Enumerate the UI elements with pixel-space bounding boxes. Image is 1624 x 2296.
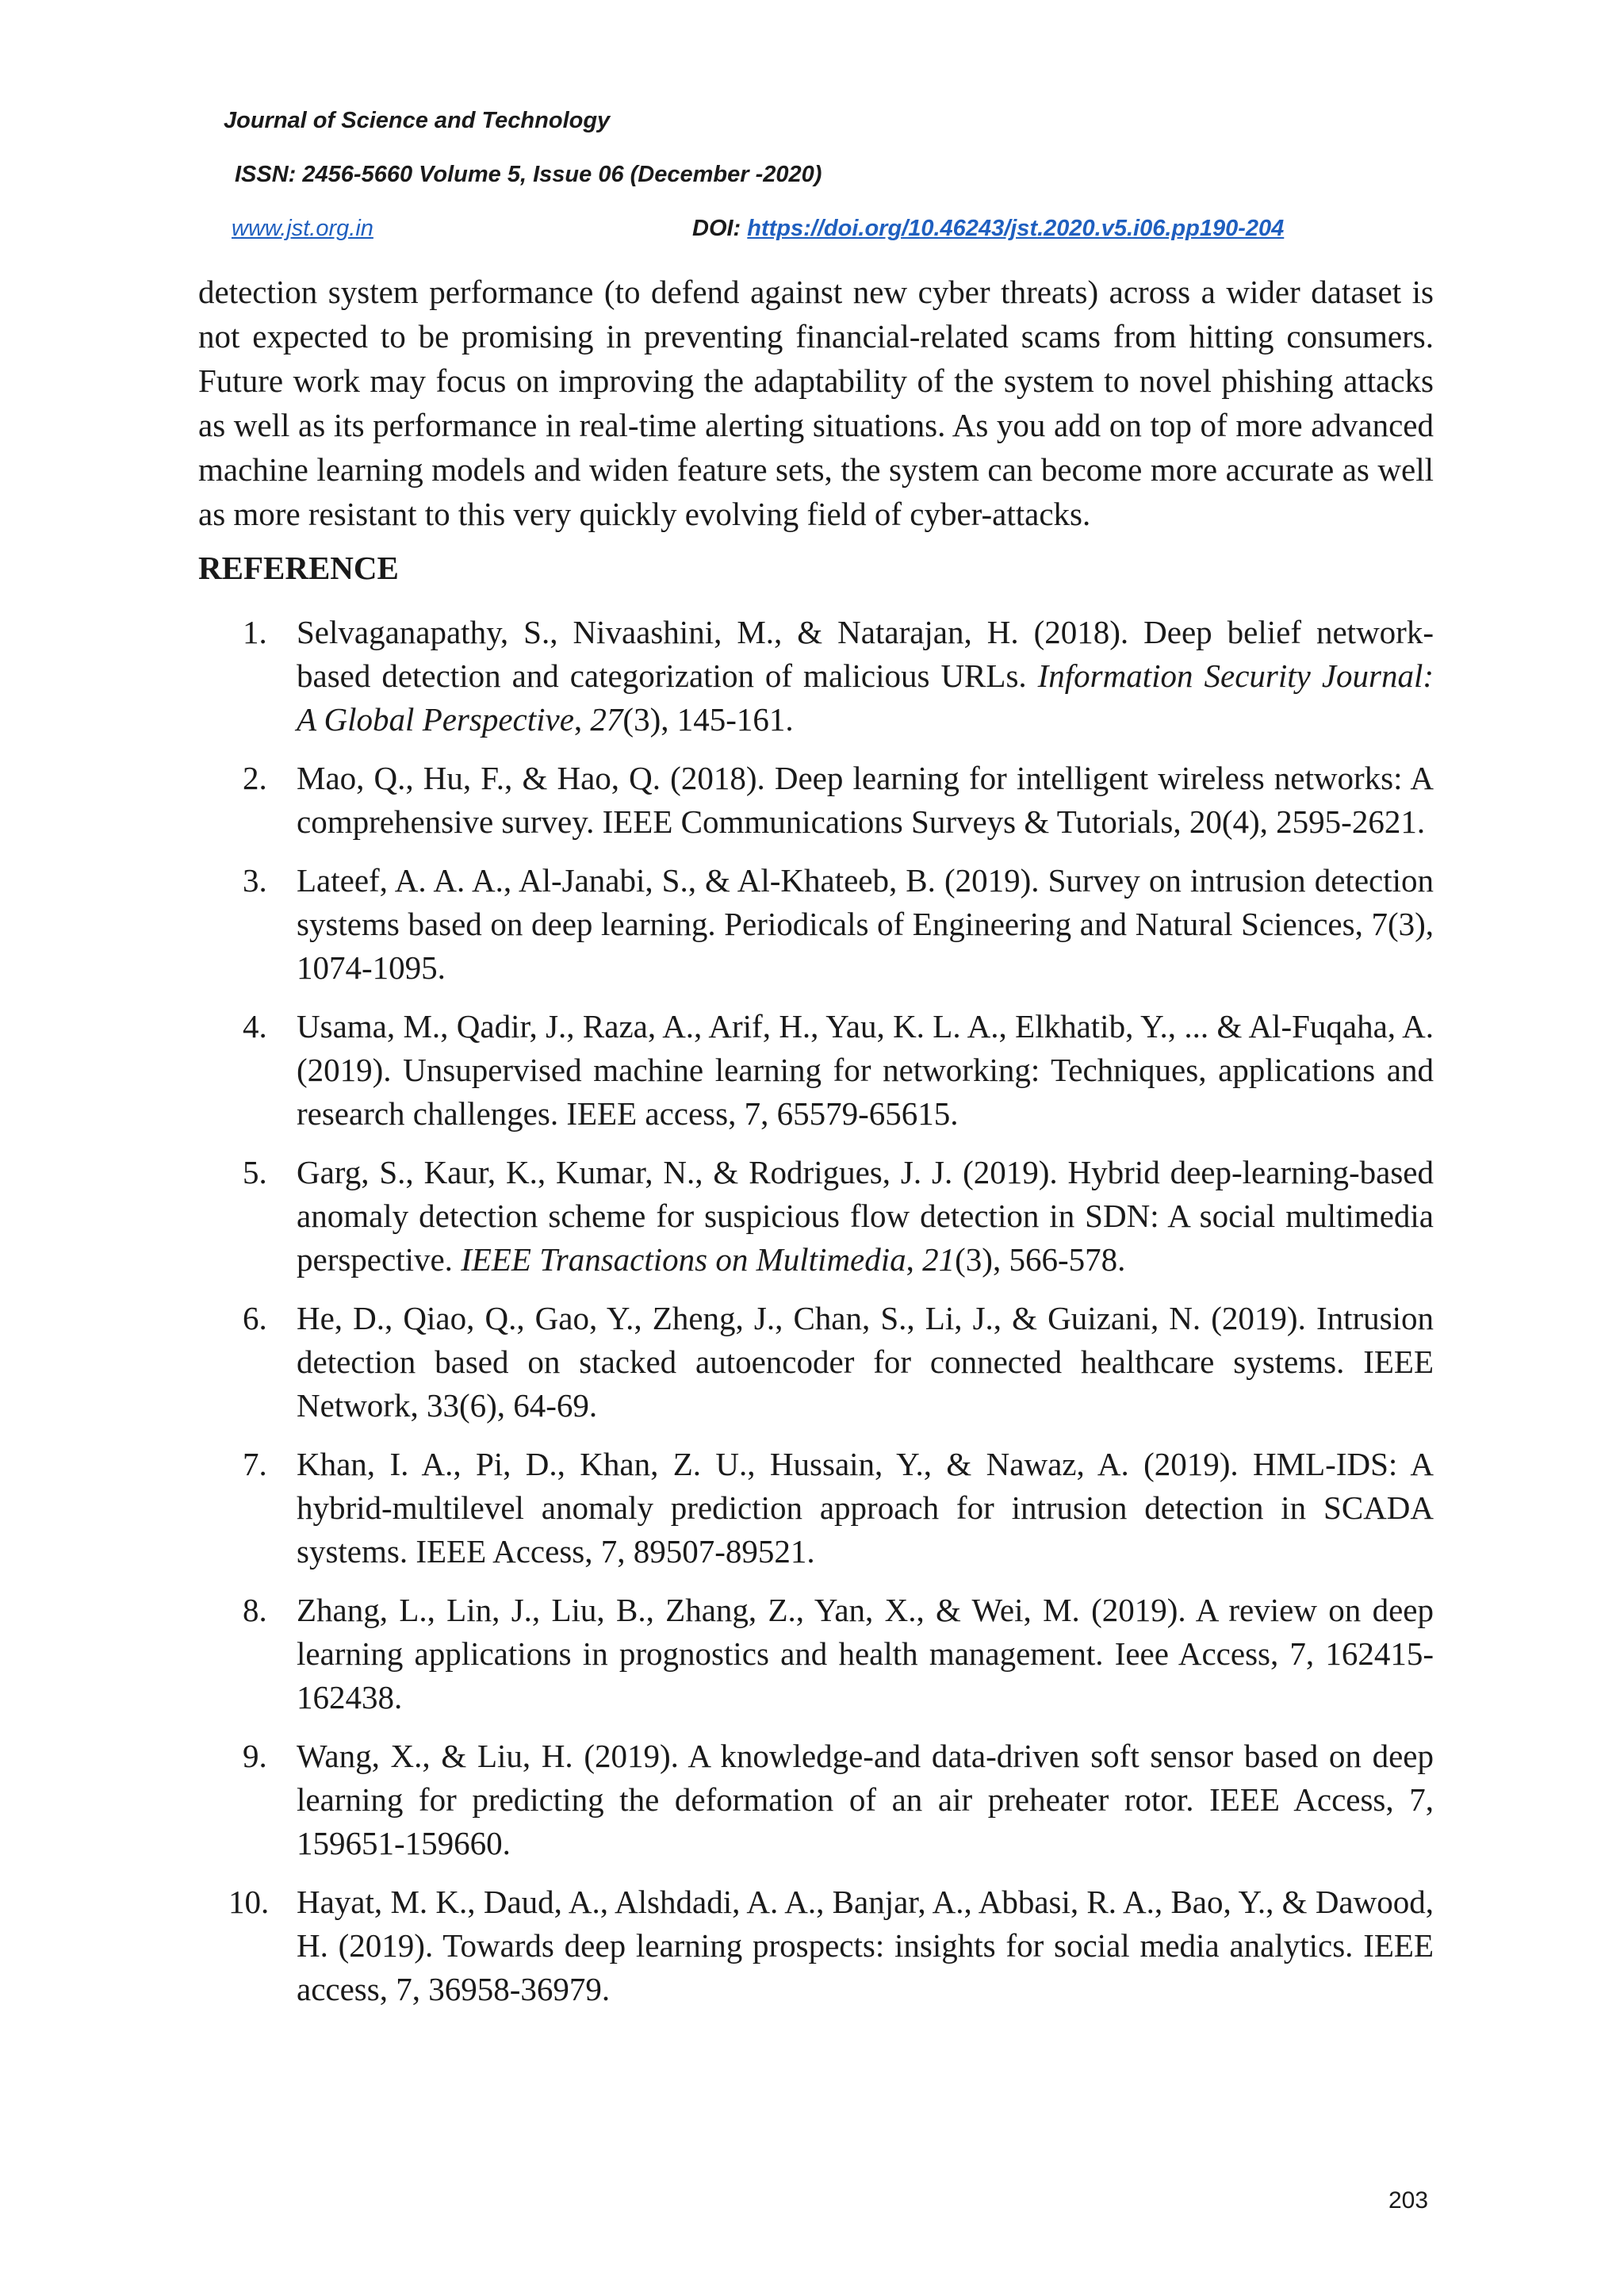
reference-list: [198, 611, 1434, 2026]
reference-item: [198, 1589, 1434, 1719]
reference-item: [198, 859, 1434, 990]
reference-number: 2.: [243, 760, 267, 796]
reference-item: [198, 1151, 1434, 1282]
doi-link[interactable]: https://doi.org/10.46243/jst.2020.v5.i06.pp190-204: [747, 216, 1285, 241]
reference-text: Zhang, L., Lin, J., Liu, B., Zhang, Z., Yan, X., & Wei, M. (2019). A review on deep learning applications in prognostics and health management. Ieee Access, 7, 162415-162438.: [297, 1592, 1434, 1715]
reference-volume: 27: [590, 701, 623, 738]
reference-item: [198, 757, 1434, 844]
reference-item: [198, 1443, 1434, 1573]
body-paragraph: detection system performance (to defend against new cyber threats) across a wider dataset is not expected to be promising in preventing financial-related scams from hitting consumers. Future work may focus on improving the adaptability of the system to novel phishing attacks as well as its performance in real-time alerting situations. As you add on top of more advanced machine learning models and widen feature sets, the system can become more accurate as well as more resistant to this very quickly evolving field of cyber-attacks.: [198, 274, 1434, 532]
reference-text: Selvaganapathy, S., Nivaashini, M., & Natarajan, H. (2018). Deep belief network-based detection and categorization of malicious URLs.: [297, 614, 1434, 694]
reference-number: 3.: [243, 862, 267, 899]
reference-number: 8.: [243, 1592, 267, 1628]
reference-text: He, D., Qiao, Q., Gao, Y., Zheng, J., Chan, S., Li, J., & Guizani, N. (2019). Intrusion detection based on stacked autoencoder for connected healthcare systems. IEEE Network, 33(6), 64-69.: [297, 1300, 1434, 1424]
reference-item: [198, 1297, 1434, 1428]
reference-volume: 21: [922, 1241, 956, 1278]
reference-number: 9.: [243, 1738, 267, 1774]
doi-label: DOI:: [692, 216, 741, 241]
reference-number: 1.: [243, 614, 267, 650]
reference-item: [198, 1734, 1434, 1865]
reference-text: Mao, Q., Hu, F., & Hao, Q. (2018). Deep learning for intelligent wireless networks: A comprehensive survey. IEEE Communications Surveys & Tutorials, 20(4), 2595-2621.: [297, 760, 1434, 840]
reference-text: Hayat, M. K., Daud, A., Alshdadi, A. A., Banjar, A., Abbasi, R. A., Bao, Y., & Dawood, H. (2019). Towards deep learning prospects: insights for social media analytics. IEEE access, 7, 36958-36979.: [297, 1884, 1434, 2007]
reference-number: 4.: [243, 1008, 267, 1045]
issn-line: ISSN: 2456-5660 Volume 5, Issue 06 (December -2020): [235, 162, 822, 187]
reference-journal: IEEE Transactions on Multimedia: [461, 1241, 906, 1278]
reference-text: Garg, S., Kaur, K., Kumar, N., & Rodrigues, J. J. (2019). Hybrid deep-learning-based anomaly detection scheme for suspicious flow detection in SDN: A social multimedia perspective.: [297, 1154, 1434, 1278]
reference-number: 7.: [243, 1446, 267, 1482]
reference-heading: REFERENCE: [198, 550, 399, 586]
reference-pages: (3), 145-161.: [622, 701, 794, 738]
reference-text: Wang, X., & Liu, H. (2019). A knowledge-and data-driven soft sensor based on deep learning for predicting the deformation of an air preheater rotor. IEEE Access, 7, 159651-159660.: [297, 1738, 1434, 1861]
reference-item: [198, 1005, 1434, 1136]
reference-number: 5.: [243, 1154, 267, 1190]
reference-separator: ,: [573, 701, 591, 738]
reference-item: [198, 1880, 1434, 2011]
journal-url-link[interactable]: www.jst.org.in: [232, 216, 373, 241]
reference-text: Usama, M., Qadir, J., Raza, A., Arif, H., Yau, K. L. A., Elkhatib, Y., ... & Al-Fuqaha, A. (2019). Unsupervised machine learning for networking: Techniques, applications and research challenges. IEEE access, 7, 65579-65615.: [297, 1008, 1434, 1132]
reference-number: 6.: [243, 1300, 267, 1336]
reference-text: Lateef, A. A. A., Al-Janabi, S., & Al-Khateeb, B. (2019). Survey on intrusion detection systems based on deep learning. Periodicals of Engineering and Natural Sciences, 7(3), 1074-1095.: [297, 862, 1434, 986]
reference-item: [198, 611, 1434, 742]
reference-number: 10.: [228, 1884, 270, 1920]
reference-text: Khan, I. A., Pi, D., Khan, Z. U., Hussain, Y., & Nawaz, A. (2019). HML-IDS: A hybrid-multilevel anomaly prediction approach for intrusion detection in SCADA systems. IEEE Access, 7, 89507-89521.: [297, 1446, 1434, 1570]
page-number: 203: [1388, 2187, 1429, 2214]
reference-separator: ,: [906, 1241, 923, 1278]
journal-title: Journal of Science and Technology: [224, 108, 611, 133]
doi-line: [692, 216, 1284, 242]
reference-journal: Information Security Journal: A Global Perspective: [297, 657, 1434, 738]
reference-pages: (3), 566-578.: [955, 1241, 1126, 1278]
